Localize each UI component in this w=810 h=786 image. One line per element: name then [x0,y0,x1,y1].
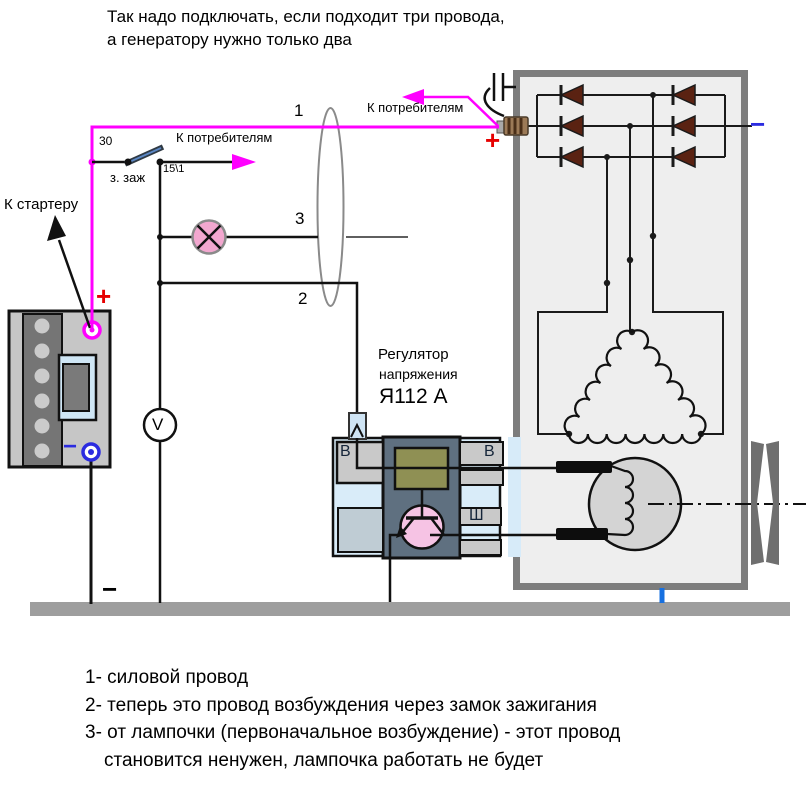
generator-plus-sign: + [485,125,501,155]
starter-arrow-head [47,215,66,241]
battery-plus-sign: + [96,281,112,311]
warning-lamp [193,221,226,254]
terminal-sh-label: Ш [469,507,484,524]
wire-3-number: 3 [295,209,305,228]
suppression-capacitor [485,73,516,116]
note-3-line1: 3- от лампочки (первоначальное возбуждение) - этот провод [85,722,621,743]
battery-minus-terminal-dot [88,449,94,455]
switch-contact-30 [125,159,132,166]
output-terminal-bolt [497,117,528,135]
brush-upper [556,461,612,473]
brush-opening [508,437,521,557]
ground-minus-sign: − [102,574,118,604]
generator-minus-sign: − [750,109,766,139]
terminal-b-right-label: В [484,443,495,460]
terminal-15-1-label: 15\1 [163,163,185,175]
note-3-line2: становится ненужен, лампочка работать не будет [104,750,544,771]
note-1: 1- силовой провод [85,667,249,688]
terminal-30-label: 30 [99,134,113,148]
generator [485,73,806,603]
wire-1-number: 1 [294,101,304,120]
diagram-title-line1: Так надо подключать, если подходит три провода, [107,7,505,26]
to-consumers-top-label: К потребителям [367,100,464,115]
regulator-name-line3: Я112 А [379,385,448,408]
battery [9,215,110,604]
ignition-switch [92,147,164,166]
wire-2-number: 2 [298,289,308,308]
to-consumers-switch-label: К потребителям [176,130,273,145]
note-2: 2- теперь это провод возбуждения через замок зажигания [85,695,597,716]
harness-loop [318,108,344,306]
terminal-b-left-label: В [340,443,351,460]
consumers-arrow-head [232,154,256,170]
battery-cell-strip [23,314,62,466]
regulator-left-lower-pad [338,508,383,552]
ignition-label: з. заж [110,170,146,185]
brush-lower [556,528,608,540]
regulator-name-line1: Регулятор [378,346,449,363]
voltmeter-letter: V [152,415,164,434]
regulator-name-line2: напряжения [379,366,458,382]
to-starter-label: К стартеру [4,196,79,213]
diagram-title-line2: а генератору нужно только два [107,30,352,49]
battery-minus-sign: − [63,433,78,460]
battery-label-inner [63,364,89,411]
ground-bar [30,602,790,616]
